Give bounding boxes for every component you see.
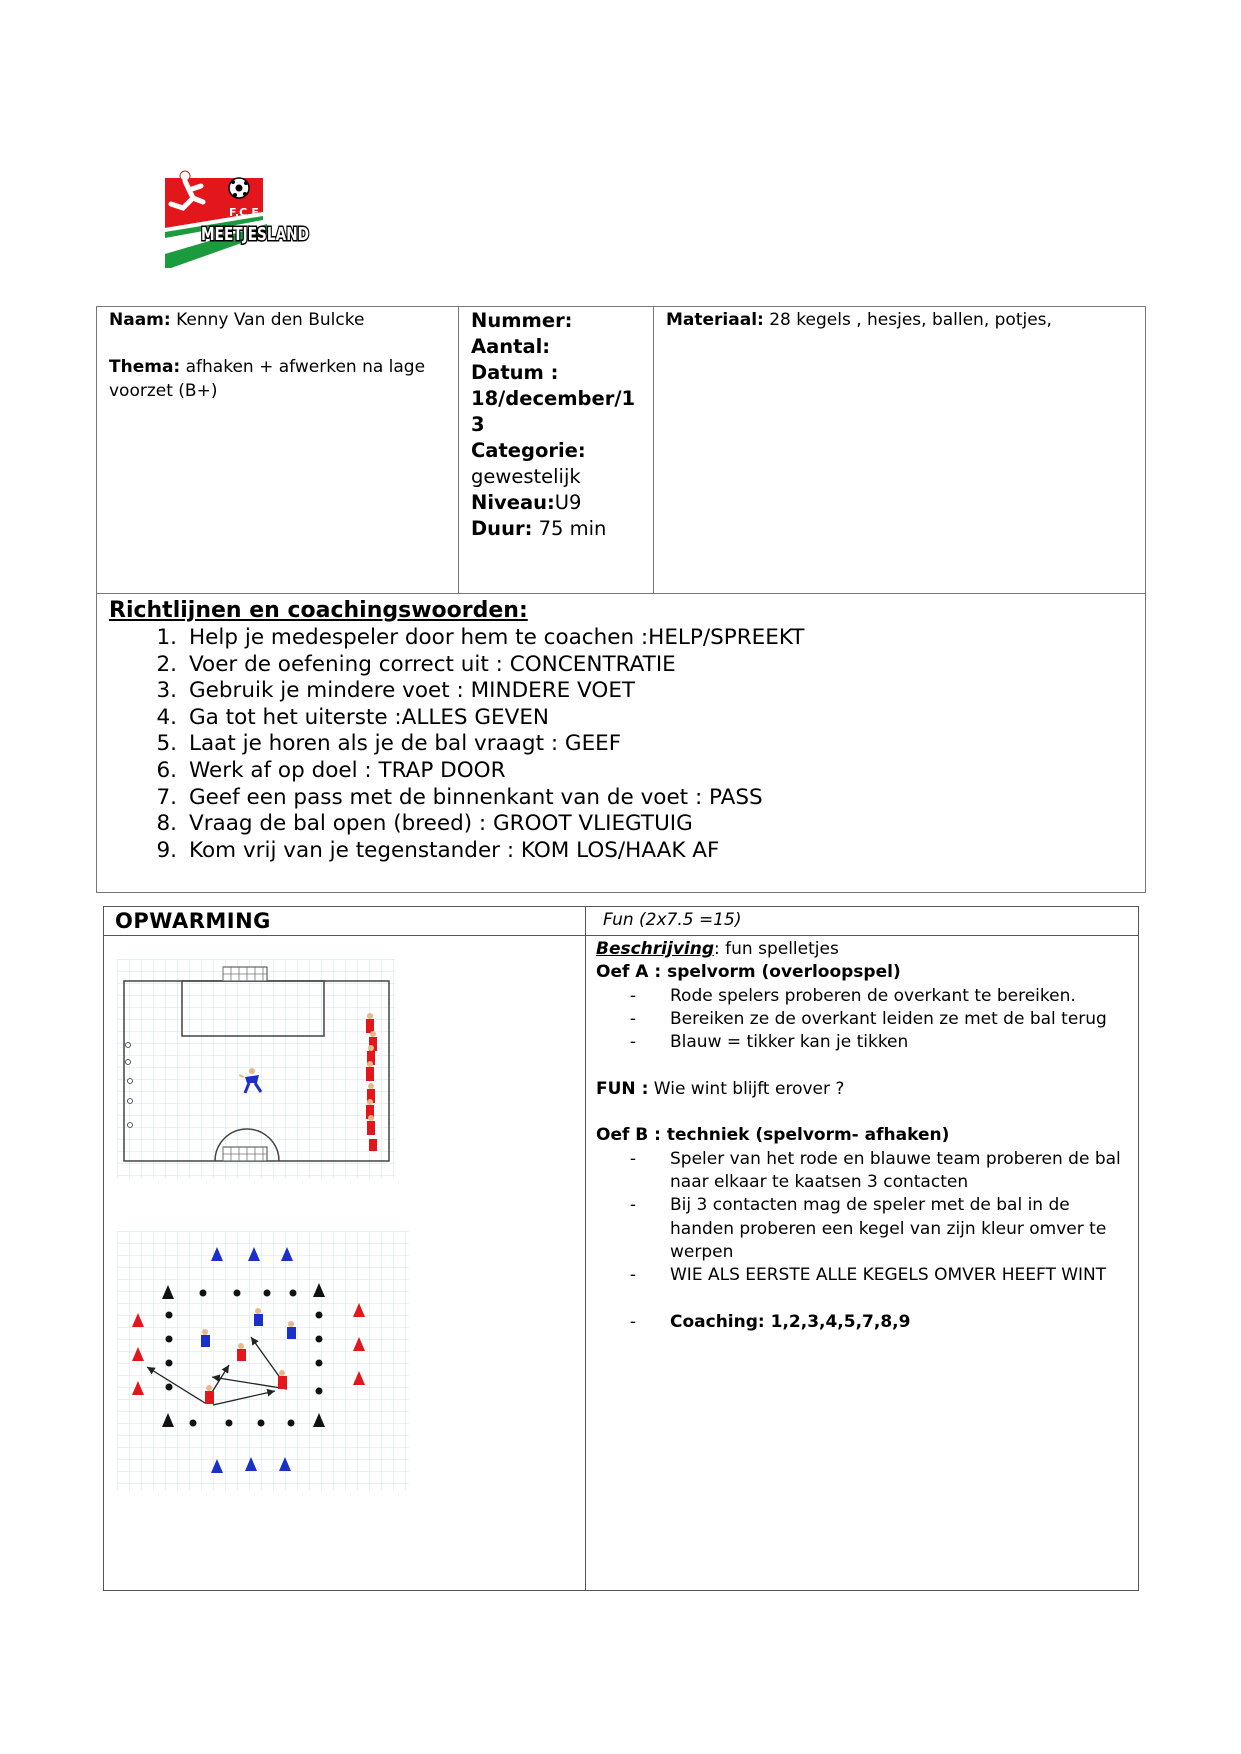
datum-value: 18/december/1 <box>471 387 636 410</box>
column-divider <box>653 307 654 593</box>
oef-b-list <box>596 1148 1131 1288</box>
fun-label: FUN : <box>596 1078 649 1099</box>
list-item <box>596 1031 1131 1054</box>
materiaal-cell <box>666 309 1136 333</box>
row-divider <box>104 935 1138 936</box>
guideline-item <box>137 625 804 652</box>
niveau-label: Niveau: <box>471 491 555 514</box>
guideline-text: Laat je horen als je de bal vraagt : GEEF <box>189 731 622 757</box>
datum-label: Datum : <box>471 361 559 384</box>
dash: - <box>629 1148 637 1169</box>
guideline-item <box>137 811 804 838</box>
guideline-number: 7. <box>156 784 177 810</box>
exercise-table <box>103 906 1139 1591</box>
column-divider <box>458 307 459 593</box>
row-divider <box>97 593 1145 594</box>
list-item <box>596 1264 1131 1287</box>
list-item-text: Bereiken ze de overkant leiden ze met de bal terug <box>670 1008 1107 1029</box>
dash: - <box>629 1008 637 1029</box>
guideline-text: Ga tot het uiterste :ALLES GEVEN <box>189 704 550 730</box>
list-item <box>596 1008 1131 1031</box>
list-item-text: Rode spelers proberen de overkant te bereiken. <box>670 985 1076 1006</box>
dash: - <box>629 985 637 1006</box>
guideline-text: Werk af op doel : TRAP DOOR <box>189 757 506 783</box>
column-divider <box>585 907 586 1590</box>
guideline-item <box>137 678 804 705</box>
materiaal-value: 28 kegels , hesjes, ballen, potjes, <box>769 310 1052 330</box>
dash: - <box>629 1195 637 1216</box>
niveau-value: U9 <box>554 491 582 514</box>
guideline-number: 2. <box>156 651 177 677</box>
coaching-text: Coaching: 1,2,3,4,5,7,8,9 <box>670 1311 911 1332</box>
guideline-item <box>137 838 804 865</box>
naam-value: Kenny Van den Bulcke <box>176 310 365 330</box>
thema-value-cont: voorzet (B+) <box>109 380 218 401</box>
pitch-diagram <box>117 959 395 1179</box>
list-item <box>596 1194 1131 1264</box>
logo-text-1: F.C.E. <box>229 206 264 219</box>
guideline-item <box>137 731 804 758</box>
guideline-item <box>137 785 804 812</box>
list-item <box>596 985 1131 1008</box>
guideline-item <box>137 705 804 732</box>
dash: - <box>629 1265 637 1286</box>
guideline-number: 3. <box>156 678 177 704</box>
categorie-label: Categorie: <box>471 439 586 462</box>
guideline-text: Vraag de bal open (breed) : GROOT VLIEGTUIG <box>189 811 693 837</box>
dash: - <box>629 1311 637 1332</box>
club-logo <box>163 168 311 268</box>
guideline-number: 9. <box>156 837 177 863</box>
duur-label: Duur: <box>471 517 533 540</box>
guideline-number: 4. <box>156 704 177 730</box>
naam-label: Naam: <box>109 310 171 330</box>
nummer-label: Nummer: <box>471 309 573 332</box>
beschrijving-value: : fun spelletjes <box>714 939 839 959</box>
fun-value: Wie wint blijft erover ? <box>653 1078 845 1099</box>
thema-value: afhaken + afwerken na lage <box>185 357 426 377</box>
guideline-item <box>137 758 804 785</box>
oef-a-list <box>596 985 1131 1055</box>
thema-label: Thema: <box>109 357 181 377</box>
guideline-item <box>137 652 804 679</box>
cone-game-diagram <box>117 1231 409 1491</box>
oef-b-title: Oef B : techniek (spelvorm- afhaken) <box>596 1125 950 1146</box>
guideline-text: Help je medespeler door hem te coachen :HELP/SPREEKT <box>189 625 805 650</box>
duur-value: 75 min <box>538 517 607 540</box>
guideline-text: Gebruik je mindere voet : MINDERE VOET <box>189 678 636 704</box>
guideline-number: 8. <box>156 811 177 837</box>
guideline-text: Geef een pass met de binnenkant van de voet : PASS <box>189 784 763 810</box>
beschrijving-label: Beschrijving <box>596 939 715 959</box>
coaching-row <box>596 1311 1131 1334</box>
section-timing: Fun (2x7.5 =15) <box>603 910 742 930</box>
logo-text-2: MEETJESLAND <box>201 224 309 245</box>
list-item <box>596 1148 1131 1195</box>
guidelines-list <box>137 625 804 864</box>
list-item-text: WIE ALS EERSTE ALLE KEGELS OMVER HEEFT WINT <box>670 1265 1107 1286</box>
guideline-number: 5. <box>156 731 177 757</box>
guideline-text: Voer de oefening correct uit : CONCENTRATIE <box>189 651 676 677</box>
guideline-text: Kom vrij van je tegenstander : KOM LOS/HAAK AF <box>189 837 720 863</box>
dash: - <box>629 1032 637 1053</box>
guideline-number: 6. <box>156 757 177 783</box>
datum-value-cont: 3 <box>471 413 485 436</box>
exercise-description <box>596 938 1131 1334</box>
aantal-label: Aantal: <box>471 335 551 358</box>
naam-cell <box>109 309 449 403</box>
list-item-text: Bij 3 contacten mag de speler met de bal in de handen proberen een kegel van zijn kleur omver te werpen <box>670 1195 1107 1262</box>
guideline-number: 1. <box>156 625 177 650</box>
details-cell <box>471 308 651 542</box>
materiaal-label: Materiaal: <box>666 310 764 330</box>
categorie-value: gewestelijk <box>471 465 581 488</box>
list-item-text: Speler van het rode en blauwe team proberen de bal naar elkaar te kaatsen 3 contacten <box>670 1148 1121 1192</box>
section-title: OPWARMING <box>115 909 271 933</box>
guidelines-title: Richtlijnen en coachingswoorden: <box>109 598 528 623</box>
header-table <box>96 306 1146 893</box>
list-item-text: Blauw = tikker kan je tikken <box>670 1032 909 1053</box>
oef-a-title: Oef A : spelvorm (overloopspel) <box>596 962 901 983</box>
